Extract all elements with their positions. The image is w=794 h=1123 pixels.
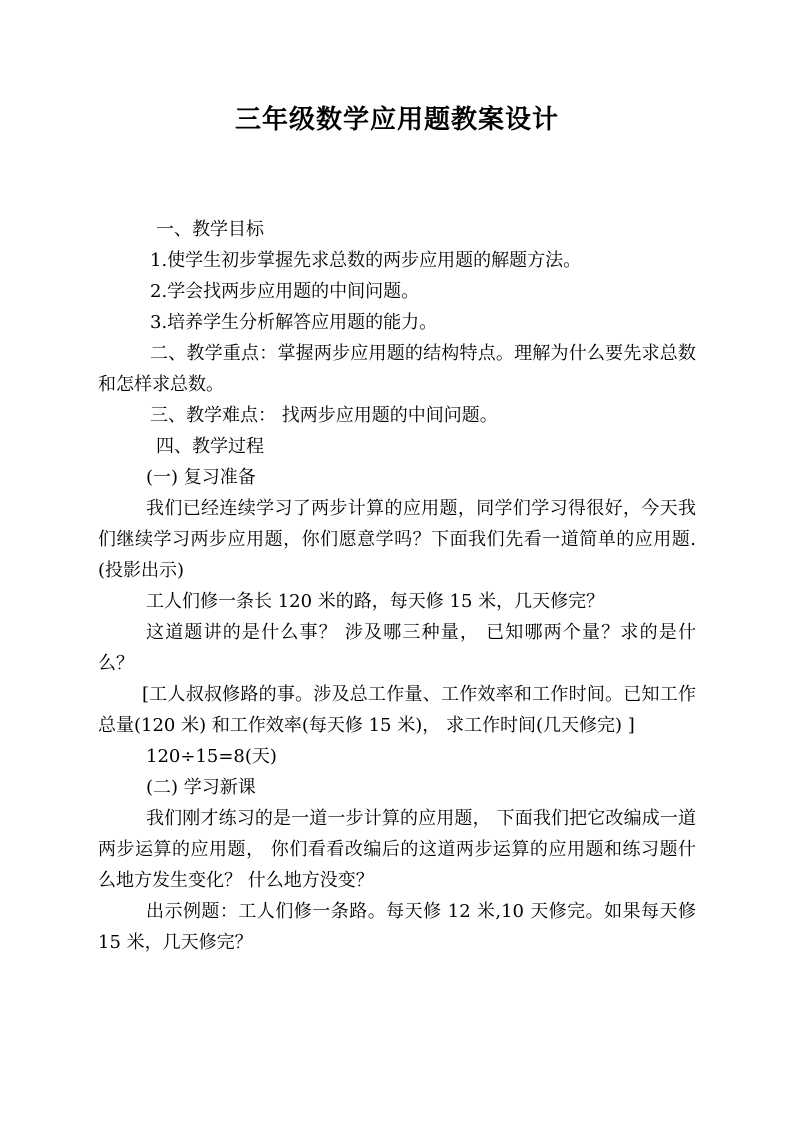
key-point-paragraph: 二、教学重点：掌握两步应用题的结构特点。理解为什么要先求总数和怎样求总数。 bbox=[98, 343, 696, 395]
difficulty-paragraph: 三、教学难点： 找两步应用题的中间问题。 bbox=[150, 405, 498, 426]
document-body bbox=[98, 214, 696, 958]
document-title: 三年级数学应用题教案设计 bbox=[234, 105, 559, 135]
answer-paragraph: [工人叔叔修路的事。涉及总工作量、工作效率和工作时间。已知工作总量(120 米) 和工作效率(每天修 15 米)， 求工作时间(几天修完) ] bbox=[98, 684, 696, 736]
objective-1: 1.使学生初步掌握先求总数的两步应用题的解题方法。 bbox=[150, 250, 582, 271]
calculation-line: 120÷15=8(天) bbox=[146, 746, 277, 767]
review-heading: (一) 复习准备 bbox=[146, 467, 256, 488]
example-paragraph: 出示例题：工人们修一条路。每天修 12 米,10 天修完。如果每天修 15 米，几天修完？ bbox=[98, 901, 696, 953]
review-intro-paragraph: 我们已经连续学习了两步计算的应用题，同学们学习得很好，今天我们继续学习两步应用题，你们愿意学吗？下面我们先看一道简单的应用题. (投影出示) bbox=[98, 498, 696, 581]
new-lesson-intro-paragraph: 我们刚才练习的是一道一步计算的应用题， 下面我们把它改编成一道两步运算的应用题， 你们看看改编后的这道两步运算的应用题和练习题什么地方发生变化？ 什么地方没变？ bbox=[98, 808, 696, 891]
objective-3: 3.培养学生分析解答应用题的能力。 bbox=[150, 312, 438, 333]
new-lesson-heading: (二) 学习新课 bbox=[146, 777, 256, 798]
objectives-heading: 一、教学目标 bbox=[156, 219, 264, 240]
problem-paragraph: 工人们修一条长 120 米的路，每天修 15 米，几天修完？ bbox=[146, 591, 605, 612]
objective-2: 2.学会找两步应用题的中间问题。 bbox=[150, 281, 420, 302]
questions-paragraph: 这道题讲的是什么事？ 涉及哪三种量， 已知哪两个量？求的是什么？ bbox=[98, 622, 696, 674]
process-heading: 四、教学过程 bbox=[156, 436, 264, 457]
